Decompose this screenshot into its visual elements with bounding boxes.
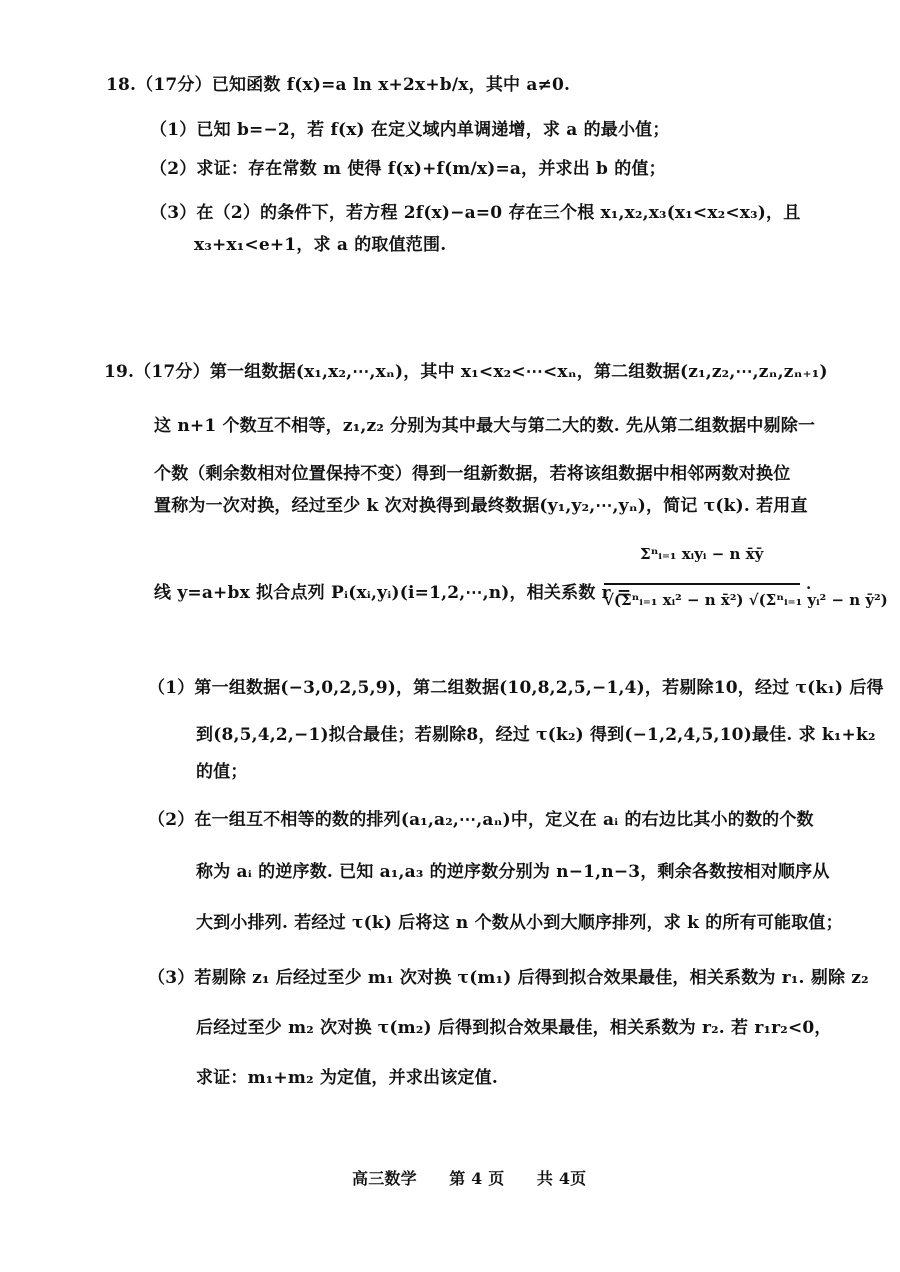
formula-end-period: . — [806, 575, 812, 593]
q19-part1-line1: （1）第一组数据(−3,0,2,5,9)，第二组数据(10,8,2,5,−1,4)，若剔除10，经过 τ(k₁) 后得 — [148, 678, 884, 698]
q19-line5: 线 y=a+bx 拟合点列 Pᵢ(xᵢ,yᵢ)(i=1,2,⋯,n)，相关系数 r = — [154, 583, 632, 603]
formula-denominator: √(Σⁿᵢ₌₁ xᵢ² − n x̄²) √(Σⁿᵢ₌₁ yᵢ² − n ȳ²) — [604, 591, 888, 609]
q19-part1-line2: 到(8,5,4,2,−1)拟合最佳；若剔除8，经过 τ(k₂) 得到(−1,2,4,5,10)最佳. 求 k₁+k₂ — [196, 725, 876, 745]
page-footer: 高三数学 第 4 页 共 4页 — [352, 1169, 587, 1188]
q19-part2-line3: 大到小排列. 若经过 τ(k) 后将这 n 个数从小到大顺序排列，求 k 的所有可能取值； — [196, 913, 843, 933]
correlation-formula — [580, 545, 888, 645]
q19-part3-line2: 后经过至少 m₂ 次对换 τ(m₂) 后得到拟合效果最佳，相关系数为 r₂. 若 r₁r₂<0， — [196, 1018, 832, 1038]
formula-fraction-bar — [604, 583, 800, 585]
q19-part2-line1: （2）在一组互不相等的数的排列(a₁,a₂,⋯,aₙ)中，定义在 aᵢ 的右边比其小的数的个数 — [148, 810, 814, 830]
q18-part3-line1: （3）在（2）的条件下，若方程 2f(x)−a=0 存在三个根 x₁,x₂,x₃(x₁<x₂<x₃)，且 — [150, 203, 801, 223]
q19-line4: 置称为一次对换，经过至少 k 次对换得到最终数据(y₁,y₂,⋯,yₙ)，简记 τ(k). 若用直 — [154, 496, 808, 516]
q19-part1-line3: 的值； — [196, 762, 248, 782]
q18-part3-line2: x₃+x₁<e+1，求 a 的取值范围. — [194, 235, 447, 255]
q18-part1: （1）已知 b=−2，若 f(x) 在定义域内单调递增，求 a 的最小值； — [150, 120, 670, 140]
q19-part3-line3: 求证：m₁+m₂ 为定值，并求出该定值. — [196, 1068, 498, 1088]
q18-heading: 18.（17分）已知函数 f(x)=a ln x+2x+b/x，其中 a≠0. — [106, 75, 571, 95]
q19-part3-line1: （3）若剔除 z₁ 后经过至少 m₁ 次对换 τ(m₁) 后得到拟合效果最佳，相关系数为 r₁. 剔除 z₂ — [148, 968, 869, 988]
q18-part2: （2）求证：存在常数 m 使得 f(x)+f(m/x)=a，并求出 b 的值； — [150, 159, 666, 179]
formula-numerator: Σⁿᵢ₌₁ xᵢyᵢ − n x̄ȳ — [640, 545, 764, 563]
q19-line3: 个数（剩余数相对位置保持不变）得到一组新数据，若将该组数据中相邻两数对换位 — [154, 464, 791, 484]
q19-line2: 这 n+1 个数互不相等，z₁,z₂ 分别为其中最大与第二大的数. 先从第二组数据中剔除一 — [154, 416, 816, 436]
q19-part2-line2: 称为 aᵢ 的逆序数. 已知 a₁,a₃ 的逆序数分别为 n−1,n−3，剩余各数按相对顺序从 — [196, 862, 830, 882]
q19-line1: 19.（17分）第一组数据(x₁,x₂,⋯,xₙ)，其中 x₁<x₂<⋯<xₙ，第二组数据(z₁,z₂,⋯,zₙ,zₙ₊₁) — [104, 362, 828, 382]
